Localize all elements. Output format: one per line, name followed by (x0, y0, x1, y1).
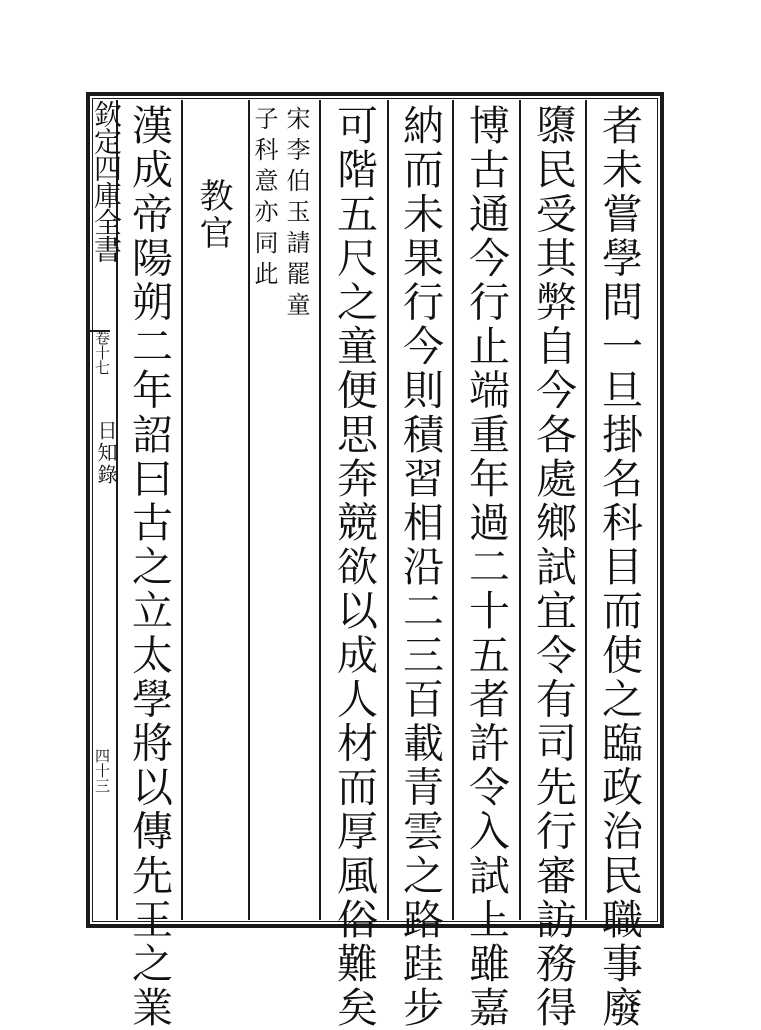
column-rule (585, 100, 587, 920)
text-column-6: 漢成帝陽朔二年詔曰古之立太學將以傳先王之業 (125, 104, 173, 1030)
annotation-line-1: 宋李伯玉請罷童 (282, 106, 310, 323)
section-heading: 教官 (193, 178, 233, 253)
annotation-line-2: 子科意亦同此 (250, 106, 278, 292)
column-rule (387, 100, 389, 920)
column-rule (519, 100, 521, 920)
text-column-2: 隳民受其弊自今各處鄉試宜令有司先行審訪務得 (529, 104, 577, 1030)
text-column-1: 者未嘗學問一旦掛名科目而使之臨政治民職事廢 (595, 104, 643, 1030)
margin-book-title: 欽定四庫全書 (90, 100, 123, 262)
column-rule (181, 100, 183, 920)
margin-juan-number: 卷十七 (93, 330, 111, 375)
margin-page-number: 四十三 (93, 748, 111, 793)
column-rule (452, 100, 454, 920)
text-column-3: 博古通今行止端重年過二十五者許令入試上雖嘉 (462, 104, 510, 1030)
column-rule (319, 100, 321, 920)
text-column-5: 可階五尺之童便思奔競欲以成人材而厚風俗難矣 (330, 104, 378, 1030)
text-column-4: 納而未果行今則積習相沿二三百載青雲之路跬步 (396, 104, 444, 1030)
margin-book-name: 日知錄 (94, 420, 118, 486)
